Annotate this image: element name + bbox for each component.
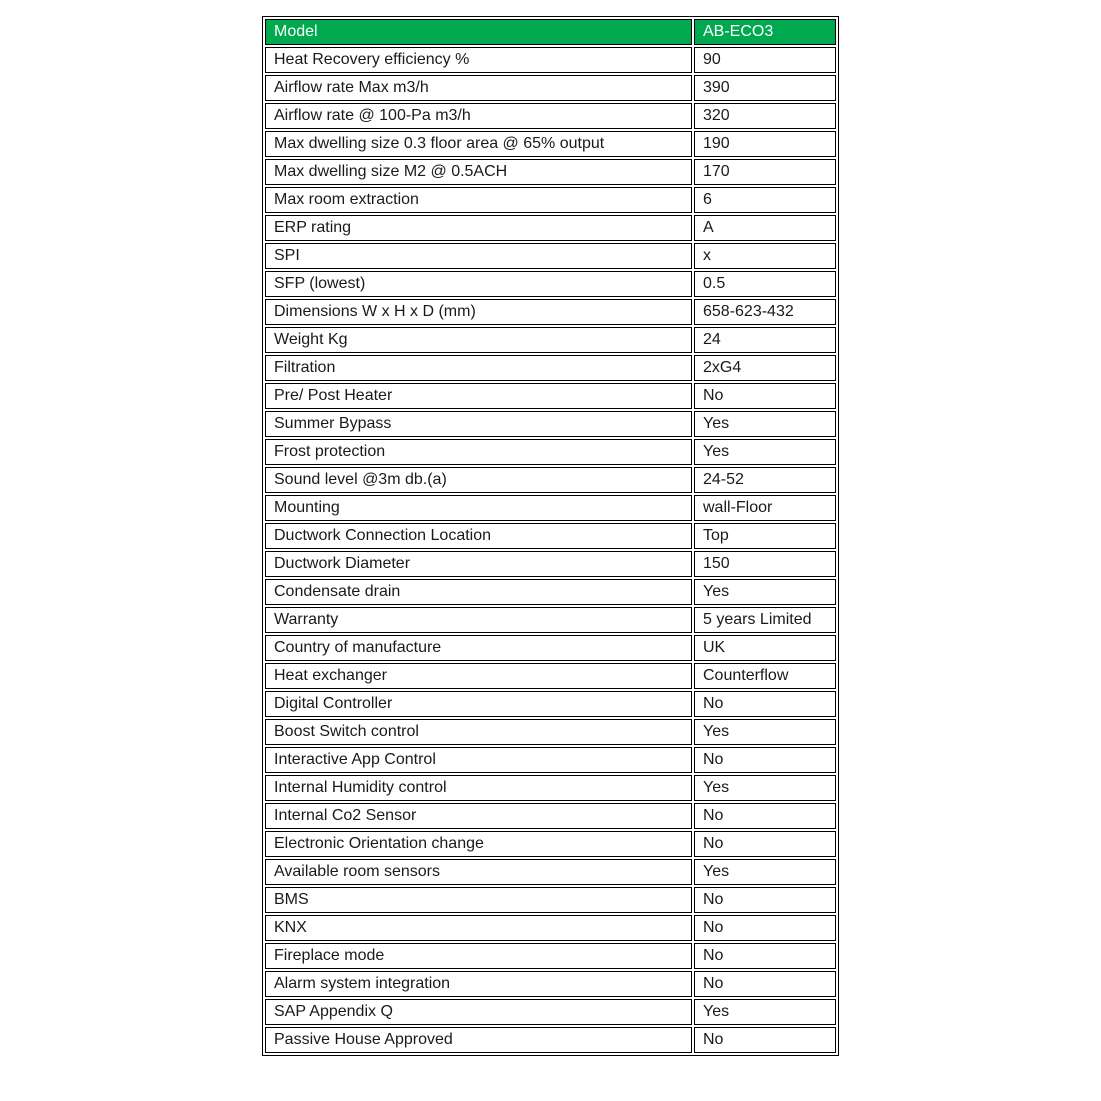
spec-value-cell: 2xG4 [694, 355, 836, 381]
header-value-cell: AB-ECO3 [694, 19, 836, 45]
spec-value-cell: Yes [694, 719, 836, 745]
spec-row [265, 691, 836, 717]
spec-value-cell: Yes [694, 859, 836, 885]
spec-label-cell: Boost Switch control [265, 719, 692, 745]
spec-row [265, 775, 836, 801]
spec-value-cell: 658-623-432 [694, 299, 836, 325]
spec-table [262, 16, 839, 1056]
spec-row [265, 747, 836, 773]
spec-row [265, 831, 836, 857]
spec-row [265, 635, 836, 661]
spec-row [265, 663, 836, 689]
spec-label-cell: Sound level @3m db.(a) [265, 467, 692, 493]
spec-label-cell: Condensate drain [265, 579, 692, 605]
spec-row [265, 327, 836, 353]
spec-label-cell: SPI [265, 243, 692, 269]
spec-label-cell: Max room extraction [265, 187, 692, 213]
spec-row [265, 243, 836, 269]
spec-row [265, 439, 836, 465]
spec-label-cell: Ductwork Connection Location [265, 523, 692, 549]
header-model-cell: Model [265, 19, 692, 45]
spec-value-cell: 5 years Limited [694, 607, 836, 633]
spec-label-cell: Country of manufacture [265, 635, 692, 661]
spec-label-cell: Frost protection [265, 439, 692, 465]
spec-label-cell: Internal Humidity control [265, 775, 692, 801]
spec-value-cell: A [694, 215, 836, 241]
table-body [265, 47, 836, 1053]
spec-value-cell: 390 [694, 75, 836, 101]
spec-label-cell: Heat exchanger [265, 663, 692, 689]
spec-label-cell: Interactive App Control [265, 747, 692, 773]
spec-value-cell: 0.5 [694, 271, 836, 297]
spec-label-cell: Airflow rate Max m3/h [265, 75, 692, 101]
spec-value-cell: Yes [694, 411, 836, 437]
spec-row [265, 131, 836, 157]
spec-label-cell: Pre/ Post Heater [265, 383, 692, 409]
spec-row [265, 187, 836, 213]
spec-row [265, 999, 836, 1025]
spec-label-cell: Available room sensors [265, 859, 692, 885]
spec-label-cell: Dimensions W x H x D (mm) [265, 299, 692, 325]
spec-row [265, 47, 836, 73]
spec-value-cell: No [694, 971, 836, 997]
spec-label-cell: KNX [265, 915, 692, 941]
spec-row [265, 523, 836, 549]
spec-row [265, 355, 836, 381]
spec-row [265, 467, 836, 493]
spec-value-cell: 24 [694, 327, 836, 353]
spec-label-cell: Digital Controller [265, 691, 692, 717]
spec-label-cell: Max dwelling size 0.3 floor area @ 65% output [265, 131, 692, 157]
spec-value-cell: wall-Floor [694, 495, 836, 521]
spec-row [265, 103, 836, 129]
spec-value-cell: 150 [694, 551, 836, 577]
spec-value-cell: 320 [694, 103, 836, 129]
spec-label-cell: BMS [265, 887, 692, 913]
spec-label-cell: Airflow rate @ 100-Pa m3/h [265, 103, 692, 129]
spec-label-cell: Internal Co2 Sensor [265, 803, 692, 829]
spec-value-cell: No [694, 747, 836, 773]
spec-row [265, 551, 836, 577]
spec-value-cell: UK [694, 635, 836, 661]
spec-row [265, 719, 836, 745]
spec-row [265, 803, 836, 829]
spec-label-cell: Summer Bypass [265, 411, 692, 437]
spec-value-cell: No [694, 691, 836, 717]
spec-value-cell: 24-52 [694, 467, 836, 493]
spec-label-cell: Alarm system integration [265, 971, 692, 997]
spec-value-cell: No [694, 803, 836, 829]
spec-value-cell: No [694, 831, 836, 857]
spec-value-cell: Top [694, 523, 836, 549]
spec-row [265, 495, 836, 521]
spec-value-cell: Yes [694, 775, 836, 801]
spec-row [265, 383, 836, 409]
spec-row [265, 411, 836, 437]
spec-label-cell: Ductwork Diameter [265, 551, 692, 577]
spec-value-cell: Yes [694, 999, 836, 1025]
spec-value-cell: Yes [694, 439, 836, 465]
spec-row [265, 971, 836, 997]
spec-row [265, 159, 836, 185]
spec-value-cell: Counterflow [694, 663, 836, 689]
spec-row [265, 859, 836, 885]
spec-row [265, 607, 836, 633]
table-header-row [265, 19, 836, 45]
spec-row [265, 299, 836, 325]
spec-value-cell: No [694, 943, 836, 969]
spec-label-cell: Passive House Approved [265, 1027, 692, 1053]
spec-row [265, 915, 836, 941]
spec-row [265, 75, 836, 101]
spec-label-cell: Weight Kg [265, 327, 692, 353]
spec-value-cell: No [694, 383, 836, 409]
spec-value-cell: No [694, 887, 836, 913]
spec-row [265, 1027, 836, 1053]
spec-label-cell: Electronic Orientation change [265, 831, 692, 857]
spec-label-cell: Warranty [265, 607, 692, 633]
spec-label-cell: ERP rating [265, 215, 692, 241]
spec-label-cell: Heat Recovery efficiency % [265, 47, 692, 73]
spec-label-cell: Max dwelling size M2 @ 0.5ACH [265, 159, 692, 185]
spec-label-cell: SAP Appendix Q [265, 999, 692, 1025]
spec-row [265, 271, 836, 297]
spec-value-cell: 6 [694, 187, 836, 213]
spec-label-cell: SFP (lowest) [265, 271, 692, 297]
spec-value-cell: x [694, 243, 836, 269]
spec-value-cell: 170 [694, 159, 836, 185]
spec-row [265, 887, 836, 913]
spec-label-cell: Fireplace mode [265, 943, 692, 969]
spec-value-cell: Yes [694, 579, 836, 605]
spec-label-cell: Filtration [265, 355, 692, 381]
spec-value-cell: 90 [694, 47, 836, 73]
spec-row [265, 579, 836, 605]
spec-label-cell: Mounting [265, 495, 692, 521]
spec-row [265, 215, 836, 241]
spec-value-cell: No [694, 1027, 836, 1053]
spec-value-cell: 190 [694, 131, 836, 157]
spec-row [265, 943, 836, 969]
spec-value-cell: No [694, 915, 836, 941]
